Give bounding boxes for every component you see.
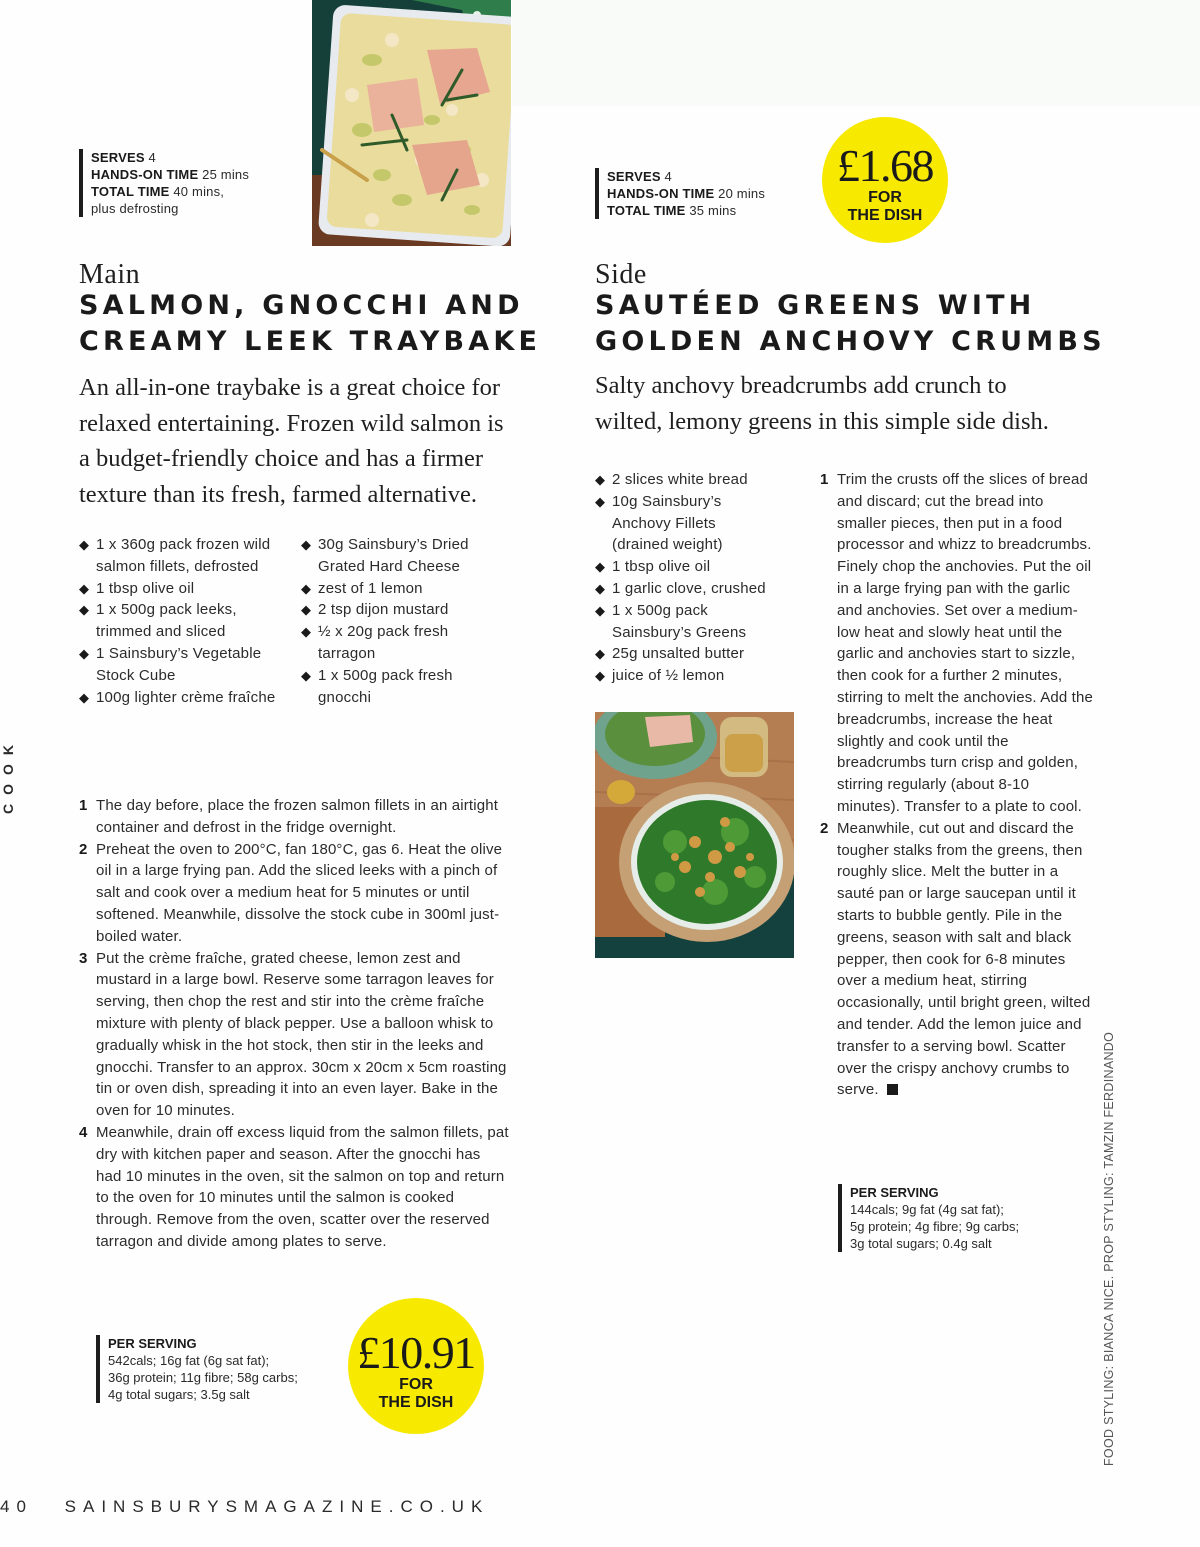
hands-on-label: HANDS-ON TIME [91,167,199,182]
method-step: 1 The day before, place the frozen salmon fillets in an airtight container and defrost in the fridge overnight. [79,797,499,836]
step-number: 1 [79,797,88,814]
title-line: SALMON, GNOCCHI AND [79,290,524,321]
serves-value: 4 [664,169,672,184]
ingredient-item: ◆ 1 garlic clove, crushed [595,578,800,600]
nutrition-line: 3g total sugars; 0.4g salt [850,1236,992,1251]
diamond-bullet-icon: ◆ [301,624,312,640]
main-method [79,795,509,1253]
styling-credits: FOOD STYLING: BIANCA NICE. PROP STYLING: TAMZIN FERDINANDO [1102,1031,1116,1466]
price-amount: £10.91 [357,1327,475,1378]
step-number: 2 [820,819,829,837]
ingredient-item: ◆ 10g Sainsbury’s Anchovy Fillets (drained weight) [595,492,723,554]
ingredient-item: ◆ 1 Sainsbury’s Vegetable Stock Cube [79,644,262,684]
total-time-label: TOTAL TIME [607,203,686,218]
method-step: 1 Trim the crusts off the slices of bread and discard; cut the bread into smaller pieces, then put in a food processor and whizz to breadcrumbs. Finely chop the anchovies. Put the oil in a large frying pan with the garlic and anchovies. Set over a medium-low heat and slowly heat until the garlic and anchovies start to sizzle, then cook for a further 2 minutes, stirring to melt the anchovies. Add the breadcrumbs, increase the heat slightly and cook until the breadcrumbs turn crisp and golden, stirring regularly (about 8-10 minutes). Transfer to a plate to cool. [820,471,1093,815]
price-label: THE DISH [847,207,923,224]
hands-on-value: 20 mins [718,186,766,201]
step-number: 4 [79,1123,88,1141]
nutrition-line: 36g protein; 11g fibre; 58g carbs; [108,1370,298,1385]
side-recipe-title [595,288,1106,360]
ingredient-item: ◆ 1 x 500g pack leeks, trimmed and sliced [79,601,237,641]
title-line: CREAMY LEEK TRAYBAKE [79,326,542,357]
diamond-bullet-icon: ◆ [595,580,606,596]
nutrition-line: 4g total sugars; 3.5g salt [108,1387,250,1402]
main-meta [79,149,249,217]
side-course-label: Side [595,259,647,290]
price-amount: £1.68 [837,140,933,191]
nutrition-heading: PER SERVING [850,1185,939,1200]
website-link[interactable]: SAINSBURYSMAGAZINE.CO.UK [64,1497,490,1516]
main-recipe-title [79,288,541,360]
section-tag: COOK [0,736,16,814]
title-line: GOLDEN ANCHOVY CRUMBS [595,326,1106,357]
title-line: SAUTÉED GREENS WITH [595,290,1036,321]
method-step: 3 Put the crème fraîche, grated cheese, lemon zest and mustard in a large bowl. Reserve some tarragon leaves for serving, then chop the rest and stir into the crème fraîche mixture with plenty of black pepper. Use a balloon whisk to gradually whisk in the hot stock, then stir in the leeks and gnocchi. Transfer to an approx. 30cm x 20cm x 5cm roasting tin or oven dish, spreading it into an even layer. Bake in the oven for 10 minutes. [79,949,507,1120]
ingredient-item: ◆ ½ x 20g pack fresh tarragon [301,623,449,662]
diamond-bullet-icon: ◆ [79,689,90,705]
method-step: 2 Meanwhile, cut out and discard the tougher stalks from the greens, then roughly slice. Melt the butter in a sauté pan or large saucepan until it starts to bubble gently. Pile in the greens, season with salt and black pepper, then cook for 6-8 minutes over a medium heat, stirring occasionally, until bright green, wilted and tender. Add the lemon juice and transfer to a serving bowl. Scatter over the crispy anchovy crumbs to serve. [820,819,1091,1099]
diamond-bullet-icon: ◆ [301,580,312,596]
ingredient-item: ◆ 1 tbsp olive oil [79,578,279,600]
main-intro: An all-in-one traybake is a great choice for relaxed entertaining. Frozen wild salmon is a budget-friendly choice and has a firmer texture than its fresh, farmed alternative. [79,374,504,508]
diamond-bullet-icon: ◆ [79,602,90,618]
page-footer [0,1497,489,1517]
serves-label: SERVES [607,169,661,184]
main-ingredients-col1 [79,534,279,708]
side-nutrition [838,1184,1019,1252]
method-step: 2 Preheat the oven to 200°C, fan 180°C, gas 6. Heat the olive oil in a large frying pan. Add the sliced leeks with a pinch of salt and cook over a medium heat for 5 minutes or until softened. Meanwhile, dissolve the stock cube in 300ml just-boiled water. [79,840,503,945]
side-ingredients [595,469,800,687]
step-number: 1 [820,471,829,488]
main-ingredients-col2 [301,534,501,708]
serves-value: 4 [148,150,156,165]
diamond-bullet-icon: ◆ [595,646,606,662]
end-mark-icon [887,1084,898,1095]
ingredient-item: ◆ 1 x 500g pack fresh gnocchi [301,666,453,706]
ingredient-item: ◆ 30g Sainsbury’s Dried Grated Hard Cheese [301,536,469,575]
hands-on-label: HANDS-ON TIME [607,186,715,201]
diamond-bullet-icon: ◆ [595,602,606,618]
nutrition-line: 542cals; 16g fat (6g sat fat); [108,1353,270,1368]
method-step: 4 Meanwhile, drain off excess liquid from the salmon fillets, pat dry with kitchen paper and season. After the gnocchi has had 10 minutes in the oven, sit the salmon on top and return to the oven for 10 minutes until the salmon is cooked through. Remove from the oven, scatter over the reserved tarragon and divide among plates to serve. [79,1123,509,1250]
page-number: 40 [0,1497,33,1516]
total-time-note: plus defrosting [91,201,179,216]
ingredient-item: ◆ 1 tbsp olive oil [595,556,800,578]
step-number: 2 [79,840,88,858]
step-number: 3 [79,949,88,967]
nutrition-heading: PER SERVING [108,1336,197,1351]
ingredient-item: ◆ zest of 1 lemon [301,578,501,600]
diamond-bullet-icon: ◆ [79,580,90,596]
diamond-bullet-icon: ◆ [79,645,90,661]
price-label: FOR [868,189,902,206]
ingredient-item: ◆ juice of ½ lemon [595,665,800,687]
total-time-value: 40 mins, [173,184,225,199]
hands-on-value: 25 mins [202,167,250,182]
ingredient-item: ◆ 25g unsalted butter [595,643,800,665]
side-price-badge [822,117,948,243]
header-tint [512,0,1200,106]
sauteed-greens-photo [595,712,794,958]
nutrition-line: 5g protein; 4g fibre; 9g carbs; [850,1219,1020,1234]
side-method [820,469,1095,1101]
main-course-label: Main [79,259,141,290]
ingredient-item: ◆ 2 tsp dijon mustard [301,599,501,621]
diamond-bullet-icon: ◆ [595,559,606,575]
side-intro: Salty anchovy breadcrumbs add crunch to wilted, lemony greens in this simple side dish. [595,372,1049,435]
side-meta [595,168,765,219]
serves-label: SERVES [91,150,145,165]
diamond-bullet-icon: ◆ [301,602,312,618]
ingredient-item: ◆ 1 x 500g pack Sainsbury’s Greens [595,601,747,641]
diamond-bullet-icon: ◆ [79,537,90,552]
diamond-bullet-icon: ◆ [301,537,312,552]
diamond-bullet-icon: ◆ [595,472,606,487]
total-time-label: TOTAL TIME [91,184,170,199]
nutrition-line: 144cals; 9g fat (4g sat fat); [850,1202,1004,1217]
ingredient-item: ◆ 2 slices white bread [595,469,800,491]
salmon-traybake-photo [312,0,511,246]
diamond-bullet-icon: ◆ [301,667,312,683]
price-label: FOR [399,1376,433,1393]
ingredient-item: ◆ 1 x 360g pack frozen wild salmon fillets, defrosted [79,536,271,575]
main-price-badge [348,1298,484,1434]
price-label: THE DISH [378,1394,454,1411]
main-nutrition [96,1335,298,1403]
diamond-bullet-icon: ◆ [595,493,606,509]
total-time-value: 35 mins [689,203,737,218]
diamond-bullet-icon: ◆ [595,668,606,684]
ingredient-item: ◆ 100g lighter crème fraîche [79,687,279,709]
